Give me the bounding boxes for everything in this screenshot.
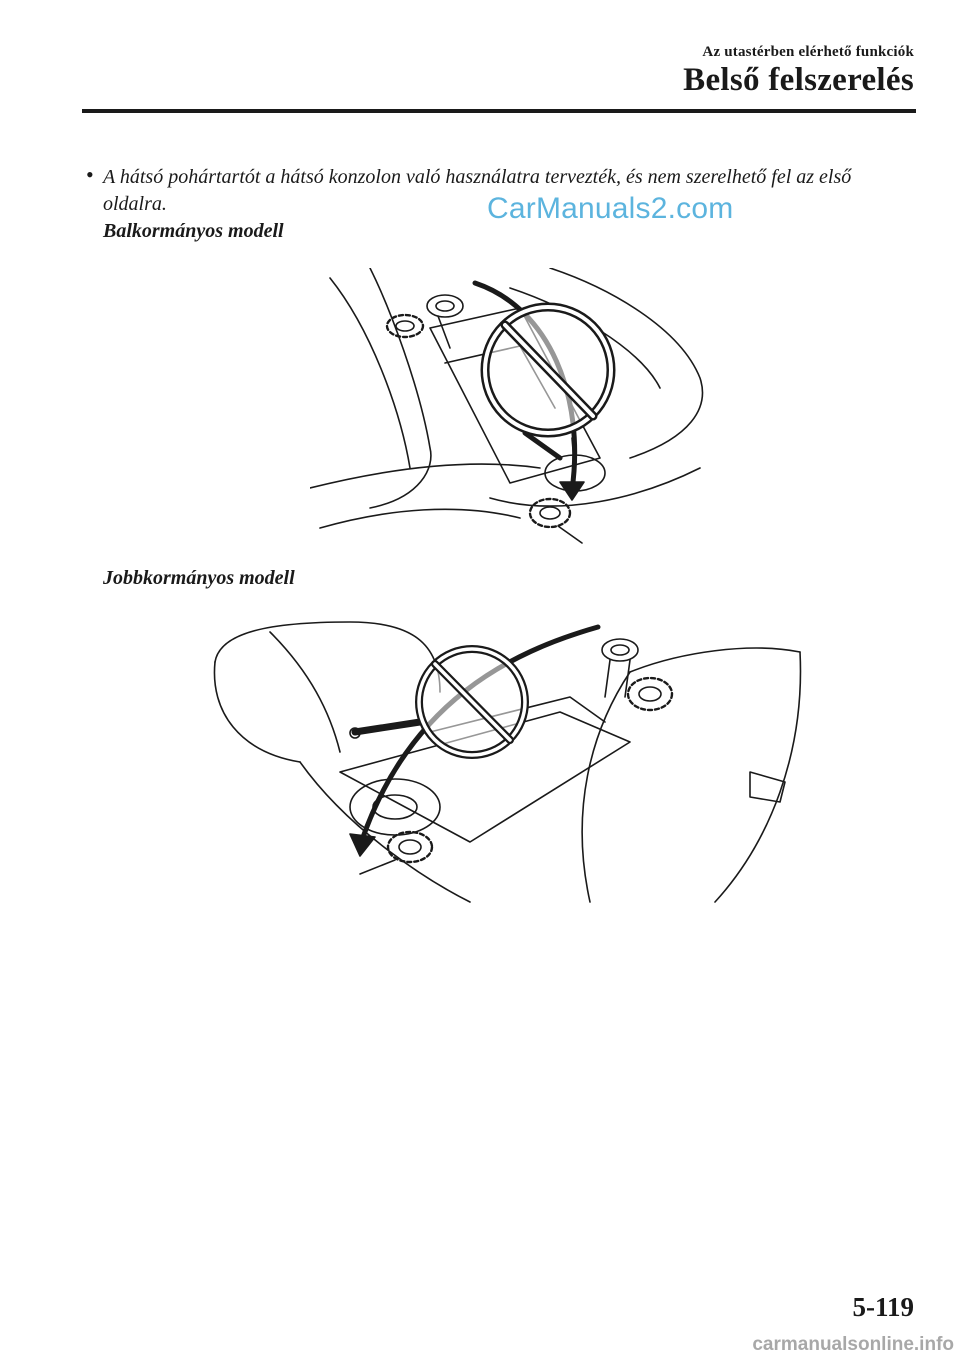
no-symbol-icon <box>485 307 611 433</box>
bullet-text: A hátsó pohártartót a hátsó konzolon való használatra tervezték, és nem szerelhető fel az első oldalra. <box>103 166 852 215</box>
header-divider <box>82 109 916 113</box>
shift-boot <box>350 779 440 835</box>
cup-holder-rear-dashed <box>628 678 672 710</box>
rhd-console-illustration <box>210 612 810 904</box>
watermark-top: CarManuals2.com <box>487 192 734 225</box>
no-symbol-icon <box>419 649 525 755</box>
cup-holder-rear-1 <box>602 639 638 661</box>
arrow-head <box>350 834 375 856</box>
lhd-console-illustration <box>310 268 710 554</box>
seat-left-outline <box>330 278 410 468</box>
parking-brake <box>355 722 420 732</box>
seat-left-edge <box>214 662 300 762</box>
bullet-mark: • <box>86 162 94 187</box>
page-title: Belső felszerelés <box>683 62 914 98</box>
seat-right-edge <box>715 652 800 902</box>
cup-holder-front-dashed <box>530 499 570 527</box>
seat-belt-buckle <box>750 772 785 802</box>
seat-right-outline <box>582 672 630 902</box>
figure-caption-lhd: Balkormányos modell <box>103 220 284 242</box>
seat-left-outline <box>215 622 440 692</box>
seat-left-edge <box>370 268 431 508</box>
cup-holder-rear-dashed <box>387 315 423 337</box>
cup-holder-front-dashed <box>388 832 432 862</box>
watermark-bottom: carmanualsonline.info <box>752 1334 954 1355</box>
section-subtitle: Az utastérben elérhető funkciók <box>702 44 914 60</box>
page-number: 5-119 <box>852 1292 914 1322</box>
floor-line-2 <box>320 509 520 528</box>
figure-caption-rhd: Jobbkormányos modell <box>103 567 295 589</box>
cup-holder-rear-1 <box>427 295 463 317</box>
